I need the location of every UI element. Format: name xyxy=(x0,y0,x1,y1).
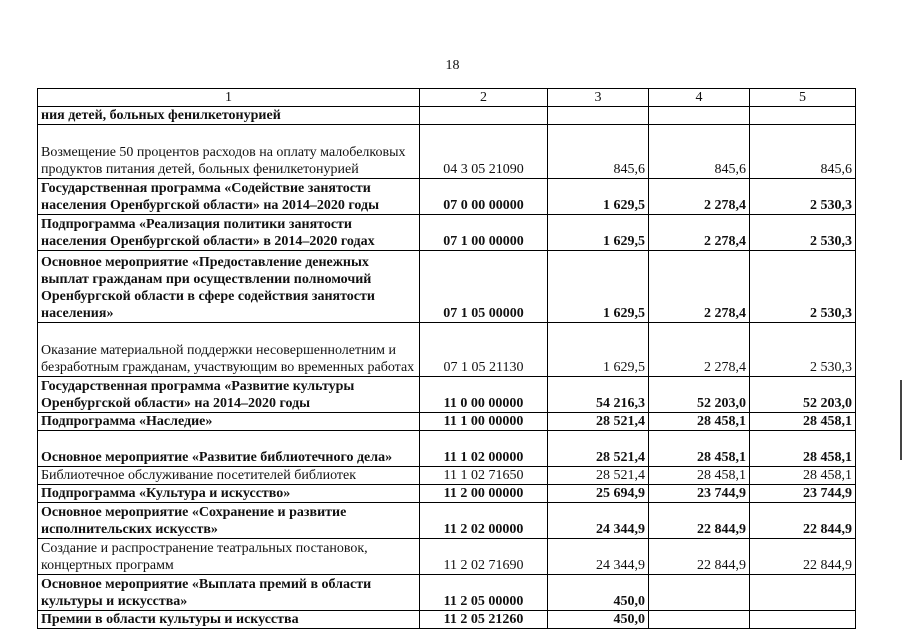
row-value-col3: 1 629,5 xyxy=(548,251,649,323)
row-value-col4: 28 458,1 xyxy=(649,413,750,431)
row-value-col5: 845,6 xyxy=(750,125,856,179)
row-value-col5: 2 530,3 xyxy=(750,251,856,323)
row-value-col4: 28 458,1 xyxy=(649,467,750,485)
row-code-cell: 07 1 05 21130 xyxy=(420,323,548,377)
row-name-cell: Подпрограмма «Культура и искусство» xyxy=(38,485,420,503)
row-code-cell: 07 1 05 00000 xyxy=(420,251,548,323)
row-value-col5: 2 530,3 xyxy=(750,215,856,251)
row-value-col4 xyxy=(649,575,750,611)
row-code-cell: 11 0 00 00000 xyxy=(420,377,548,413)
budget-table xyxy=(37,88,856,629)
row-name-cell: Библиотечное обслуживание посетителей библиотек xyxy=(38,467,420,485)
header-cell-1: 1 xyxy=(38,89,420,107)
table-row xyxy=(38,323,856,377)
row-name-cell: Государственная программа «Содействие занятости населения Оренбургской области» на 2014–2020 годы xyxy=(38,179,420,215)
table-row xyxy=(38,251,856,323)
row-value-col5: 22 844,9 xyxy=(750,539,856,575)
table-row xyxy=(38,503,856,539)
row-code-cell: 11 1 02 71650 xyxy=(420,467,548,485)
row-name-cell: Подпрограмма «Реализация политики занятости населения Оренбургской области» в 2014–2020 годах xyxy=(38,215,420,251)
row-value-col3: 1 629,5 xyxy=(548,179,649,215)
row-value-col5: 2 530,3 xyxy=(750,179,856,215)
row-value-col3: 1 629,5 xyxy=(548,323,649,377)
table-row xyxy=(38,467,856,485)
row-value-col4: 2 278,4 xyxy=(649,215,750,251)
table-row xyxy=(38,611,856,629)
row-value-col5 xyxy=(750,575,856,611)
row-name-cell: Основное мероприятие «Развитие библиотечного дела» xyxy=(38,431,420,467)
table-row xyxy=(38,539,856,575)
header-cell-4: 4 xyxy=(649,89,750,107)
row-value-col3: 28 521,4 xyxy=(548,467,649,485)
row-name-cell: Создание и распространение театральных постановок, концертных программ xyxy=(38,539,420,575)
row-code-cell: 11 2 00 00000 xyxy=(420,485,548,503)
row-value-col3: 845,6 xyxy=(548,125,649,179)
row-value-col5 xyxy=(750,107,856,125)
row-value-col4: 2 278,4 xyxy=(649,179,750,215)
row-value-col4: 22 844,9 xyxy=(649,503,750,539)
row-value-col5: 28 458,1 xyxy=(750,413,856,431)
row-value-col5: 22 844,9 xyxy=(750,503,856,539)
row-code-cell: 04 3 05 21090 xyxy=(420,125,548,179)
row-code-cell: 11 1 02 00000 xyxy=(420,431,548,467)
header-cell-5: 5 xyxy=(750,89,856,107)
table-row xyxy=(38,179,856,215)
table-row xyxy=(38,377,856,413)
row-value-col5: 23 744,9 xyxy=(750,485,856,503)
table-row xyxy=(38,431,856,467)
row-value-col4: 52 203,0 xyxy=(649,377,750,413)
row-name-cell: Премии в области культуры и искусства xyxy=(38,611,420,629)
table-row xyxy=(38,485,856,503)
row-value-col5: 28 458,1 xyxy=(750,431,856,467)
table-row xyxy=(38,215,856,251)
row-value-col4: 2 278,4 xyxy=(649,323,750,377)
row-name-cell: Возмещение 50 процентов расходов на оплату малобелковых продуктов питания детей, больных фенилкетонурией xyxy=(38,125,420,179)
table-row xyxy=(38,575,856,611)
row-value-col4: 2 278,4 xyxy=(649,251,750,323)
row-name-cell: ния детей, больных фенилкетонурией xyxy=(38,107,420,125)
row-code-cell: 11 2 02 71690 xyxy=(420,539,548,575)
table-row xyxy=(38,413,856,431)
row-value-col3: 1 629,5 xyxy=(548,215,649,251)
header-cell-2: 2 xyxy=(420,89,548,107)
row-value-col4: 23 744,9 xyxy=(649,485,750,503)
table-row xyxy=(38,107,856,125)
row-code-cell: 11 2 05 21260 xyxy=(420,611,548,629)
row-value-col3 xyxy=(548,107,649,125)
row-code-cell xyxy=(420,107,548,125)
row-value-col3: 450,0 xyxy=(548,611,649,629)
row-value-col3: 24 344,9 xyxy=(548,503,649,539)
row-value-col5 xyxy=(750,611,856,629)
row-code-cell: 07 0 00 00000 xyxy=(420,179,548,215)
row-value-col3: 450,0 xyxy=(548,575,649,611)
row-value-col3: 25 694,9 xyxy=(548,485,649,503)
row-code-cell: 11 2 05 00000 xyxy=(420,575,548,611)
row-value-col4 xyxy=(649,611,750,629)
row-code-cell: 07 1 00 00000 xyxy=(420,215,548,251)
row-value-col3: 28 521,4 xyxy=(548,431,649,467)
row-name-cell: Оказание материальной поддержки несовершеннолетним и безработным гражданам, участвующим во временных работах xyxy=(38,323,420,377)
row-value-col4: 845,6 xyxy=(649,125,750,179)
row-code-cell: 11 1 00 00000 xyxy=(420,413,548,431)
row-value-col5: 28 458,1 xyxy=(750,467,856,485)
row-value-col5: 52 203,0 xyxy=(750,377,856,413)
row-value-col3: 54 216,3 xyxy=(548,377,649,413)
row-name-cell: Основное мероприятие «Предоставление денежных выплат гражданам при осуществлении полномочий Оренбургской области в сфере содействия занятости населения» xyxy=(38,251,420,323)
row-value-col5: 2 530,3 xyxy=(750,323,856,377)
row-name-cell: Подпрограмма «Наследие» xyxy=(38,413,420,431)
row-value-col4: 22 844,9 xyxy=(649,539,750,575)
header-cell-3: 3 xyxy=(548,89,649,107)
page-edge-mark xyxy=(900,380,905,460)
row-value-col4 xyxy=(649,107,750,125)
row-value-col3: 28 521,4 xyxy=(548,413,649,431)
row-code-cell: 11 2 02 00000 xyxy=(420,503,548,539)
page-number: 18 xyxy=(445,58,460,73)
row-value-col3: 24 344,9 xyxy=(548,539,649,575)
row-name-cell: Основное мероприятие «Сохранение и развитие исполнительских искусств» xyxy=(38,503,420,539)
row-value-col4: 28 458,1 xyxy=(649,431,750,467)
header-row xyxy=(38,89,856,107)
row-name-cell: Государственная программа «Развитие культуры Оренбургской области» на 2014–2020 годы xyxy=(38,377,420,413)
row-name-cell: Основное мероприятие «Выплата премий в области культуры и искусства» xyxy=(38,575,420,611)
table-row xyxy=(38,125,856,179)
